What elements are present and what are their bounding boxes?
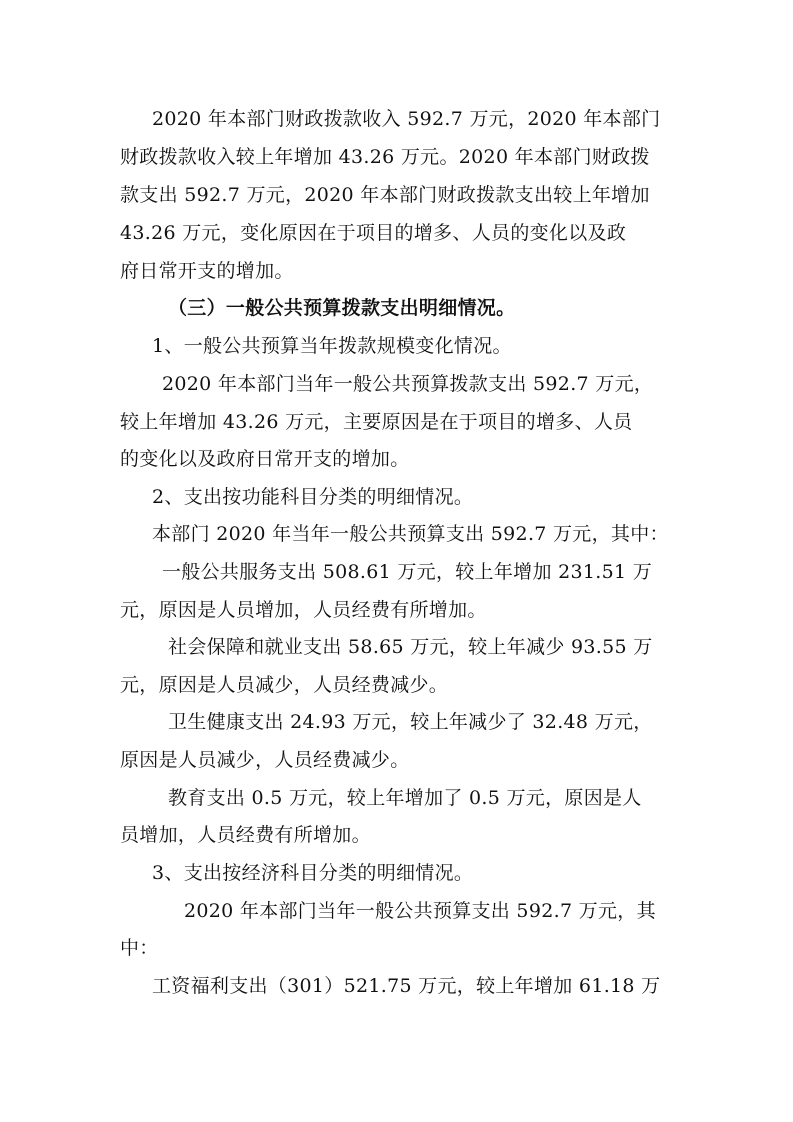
text-line: 财政拨款收入较上年增加 43.26 万元。2020 年本部门财政拨 (120, 146, 650, 168)
text-line: 2020 年本部门当年一般公共预算拨款支出 592.7 万元， (162, 373, 654, 395)
text-line: 府日常开支的增加。 (120, 260, 294, 282)
text-line: 元，原因是人员减少，人员经费减少。 (120, 674, 449, 696)
text-line: 43.26 万元，变化原因在于项目的增多、人员的变化以及政 (120, 222, 627, 244)
text-line: 原因是人员减少，人员经费减少。 (120, 749, 410, 771)
text-line: 员增加，人员经费有所增加。 (120, 824, 371, 846)
text-line: 社会保障和就业支出 58.65 万元，较上年减少 93.55 万 (168, 636, 653, 658)
text-line: 2020 年本部门当年一般公共预算支出 592.7 万元，其 (184, 900, 656, 922)
text-line: 工资福利支出（301）521.75 万元，较上年增加 61.18 万 (152, 975, 661, 997)
text-line: 较上年增加 43.26 万元，主要原因是在于项目的增多、人员 (120, 411, 633, 433)
text-line: 中： (120, 937, 159, 959)
text-line: 一般公共服务支出 508.61 万元，较上年增加 231.51 万 (162, 561, 653, 583)
section-heading: （三）一般公共预算拨款支出明细情况。 (168, 297, 516, 319)
text-line: 款支出 592.7 万元，2020 年本部门财政拨款支出较上年增加 (120, 184, 650, 206)
subsection-heading: 3、支出按经济科目分类的明细情况。 (152, 862, 474, 884)
text-line: 教育支出 0.5 万元，较上年增加了 0.5 万元，原因是人 (168, 787, 642, 809)
text-line: 元，原因是人员增加，人员经费有所增加。 (120, 599, 487, 621)
text-line: 本部门 2020 年当年一般公共预算支出 592.7 万元，其中： (152, 523, 669, 545)
subsection-heading: 1、一般公共预算当年拨款规模变化情况。 (152, 335, 512, 357)
text-line: 卫生健康支出 24.93 万元，较上年减少了 32.48 万元， (168, 711, 653, 733)
text-line: 的变化以及政府日常开支的增加。 (120, 448, 410, 470)
text-line: 2020 年本部门财政拨款收入 592.7 万元，2020 年本部门 (152, 108, 661, 130)
subsection-heading: 2、支出按功能科目分类的明细情况。 (152, 486, 474, 508)
